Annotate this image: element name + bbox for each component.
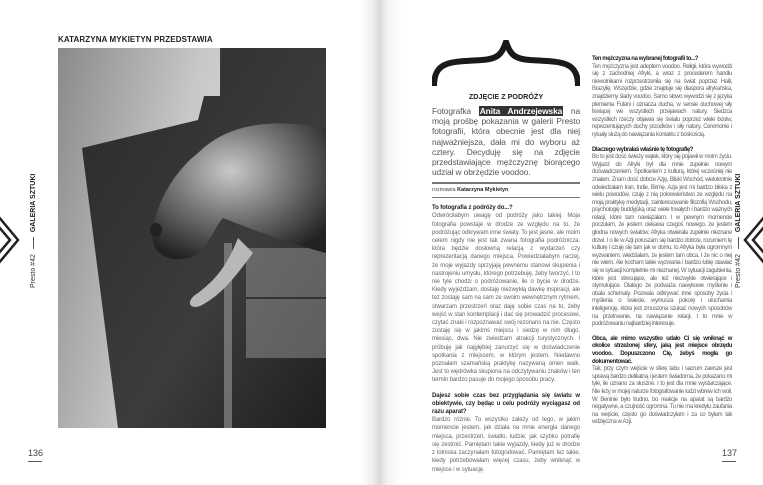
double-triangle-icon <box>743 214 763 266</box>
divider <box>738 237 739 249</box>
interview-question: Ten mężczyzna na wybranej fotografii to...? <box>592 56 699 62</box>
lead-text: Fotografka <box>432 106 479 116</box>
divider <box>432 182 580 183</box>
divider <box>432 197 580 198</box>
text-column-1 <box>432 204 580 474</box>
article-heading: ZDJĘCIE Z PODRÓŻY <box>468 92 544 101</box>
interview-question: Obca, ale mimo wszystko udało Ci się wniknąć w okolice strzeżonej sfery, jaką jest miejsce obrzędu voodoo. Dopuszczono Cię, żebyś mogła go dokumentować. <box>592 335 732 365</box>
spread-title: KATARZYNA MYKIETYN PRZEDSTAWIA <box>58 35 213 44</box>
page-number <box>722 448 737 462</box>
byline-author: Katarzyna Mykietyn <box>457 186 509 193</box>
interview-question: To fotografia z podróży do...? <box>432 205 513 212</box>
interview-question: Dlaczego wybrałaś właśnie tę fotografię? <box>592 146 694 153</box>
section-name: GALERIA SZTUKI <box>30 173 37 233</box>
magazine-issue: Presto #42 <box>735 254 742 288</box>
lead-paragraph <box>432 106 580 177</box>
section-name: GALERIA SZTUKI <box>735 173 742 233</box>
page-number-text: 136 <box>28 448 44 458</box>
double-triangle-icon <box>0 214 20 266</box>
interview-answer: Bardzo różnie. To wszystko zależy od tego, w jakim momencie jestem, jak działa na mnie energia danego miejsca, przestrzeń, światło, ludzie; jak szybko potrafię się zestroić. Pamiętam takie wyjazdy, kiedy już w drodze z lotniska zaczynałam fotografować. Pamiętam też takie, kiedy potrzebowałam więcej czasu, żeby wniknąć w miejsce i w sytuację. <box>432 417 580 473</box>
interview-answer: Ten mężczyzna jest adeptem voodoo. Religii, która wywodzi się z zachodniej Afryki, a wraz z procederem handlu niewolnikami rozprzestrzeniła się na świat poprzez Haiti, Brazylię. Wszędzie, gdzie znajduje się diaspora afrykańska, znajdziemy ślady voodoo. Samo słowo wywodzi się z języka plemienia Fulani i oznacza ducha, w sensie duchowej siły tkwiącej we wszystkich przejawach natury. Siedzca wszystkich rzeczy objawia się światu poprzez wiele bóstw, reprezentujących duchy przodków i siły natury. Ceremonie i rytuały służą do nawiązania kontaktu z boskością. <box>592 63 732 138</box>
byline <box>432 187 580 194</box>
article-intro-and-column-1 <box>432 40 580 481</box>
page-number-text: 137 <box>722 448 738 458</box>
interview-answer: Odwróciłabym uwagę od podróży jako takiej. Moja fotografia powstaje w drodze ze względu na to, że podróżując odkrywam inne światy. To jest jasne, ale moim celem nigdy nie jest tak zwana fotografia podróżnicza, która będzie dosłowną relacją z wydarzeń czy reprezentacją danego miejsca. Powiedziałabym raczej, że moje wyjazdy sprzyjają pewnemu stanowi skupienia i nastrojeniu umysłu, którego potrzebuję, żeby tworzyć. I to nie tyle chodzi o podróżowanie, ile o bycie w drodze. Kiedy wyjeżdżam, dostaję niezwykłą dawkę inspiracji, ale też zostaję sam na sam ze swoim wewnętrznym rytmem, stwarzam przestrzeń oraz daję sobie czas na to, żeby wejść w stan kontemplacji i dać się prowadzić procesowi, czytać znaki i rozpoznawać swój rezonans na nie. Często zostaję się w jakimś miejscu i siedzę w nim długo, miesiąc, dwa. Nie zwiedzam atrakcji turystycznych. I próbuję jak najgłębiej zanurzyć się w doświadczenie spotkania z miejscem, w którym jestem. Niedawno poznałam szamańską praktykę nazywaną omen walk. Jest to wędrówka skupiona na odczytywaniu znaków i ten termin bardzo pasuje do mojego sposobu pracy. <box>432 213 580 384</box>
curly-brace-icon <box>432 40 580 88</box>
page-number-underline <box>722 461 736 462</box>
magazine-issue: Presto #42 <box>30 254 37 288</box>
side-label <box>30 174 37 288</box>
left-page <box>0 0 380 485</box>
interview-answer: Tak, przy czym wejście w sferę tabu i sacrum zawsze jest sprawą bardzo delikatną i jestem świadoma, że pokazano mi tyle, ile uznano za słuszne. I to jest dla mnie wystarczające. Nie leży w mojej naturze fotografowanie ludzi wbrew ich woli. W Beninie było trudno, bo reakcje na aparat są bardzo negatywne, a czujność ogromna. Tu nie ma kredytu zaufania na wejście, często go doświadczyłam i za co byłam tak wdzięczna w Azji. <box>592 366 732 426</box>
featured-photo <box>58 48 326 428</box>
page-number <box>28 448 43 462</box>
byline-prefix: rozmawia <box>432 186 458 193</box>
lead-text: na moją prośbę pokazania w galerii Presto fotografii, która obecnie jest dla niej najważniejsza, dała mi do wyboru aż cztery. Decyduję się na zdjęcie przedstawiające mężczyznę biorącego udział w obrzędzie voodoo. <box>432 106 581 178</box>
text-column-2 <box>592 56 732 434</box>
photographer-name: Anita Andrzejewska <box>479 106 563 116</box>
interview-answer: Bo to jest dość świeży wątek, który się pojawił w moim życiu. Wyjazd do Afryki był dla mnie zupełnie nowym doświadczeniem. Spotkaniem z kulturą, której wcześniej nie znałam. Znam dość dobrze Azję, Bliski Wschód, wielokrotnie odwiedzałam Iran, Indie, Birmę. Azja jest mi bardzo bliska z wielu powodów, czuję z nią pokrewieństwo ze względu na moją praktykę medytacji, zainteresowanie filozofią Wschodu, psychologię buddyjską oraz wiele trwałych i bardzo ważnych relacji, które tam nawiązałam. I w pewnym momencie poczułam, że jestem ciekawa czegoś nowego, że jestem głodna nowych światów. Afryka otwierała zupełnie nieznane drzwi. I o ile w Azji poruszam się bardzo dobrze, rozumiem tę kulturę i czuję się tam jak w domu, to Afryka była ogromnym wyzwaniem, wiedziałam, że jestem tam obca. I że nic o niej nie wiem. Ale kocham takie wyzwania i bardzo lubię stawiać się w sytuacji kompletnie mi nieznanej. W sytuacji zagubienia, które jest stresujące, ale też niezwykle otwierające i stymulujące. Dlatego że podważa nawykowe myślenie i obala schematy. Pozwala odkrywać inne sposoby życia i myślenia o świecie, wymusza pokorę i uruchamia inteligencję, która jest zmuszona szukać nowych sposobów na przetrwanie, na nawiązanie relacji. I to mnie w podróżowaniu najbardziej interesuje. <box>592 154 732 328</box>
page-number-underline <box>28 461 42 462</box>
interview-question: Dajesz sobie czas bez przyglądania się światu w obiektywie, czy będąc u celu podróży wyciągasz od razu aparat? <box>432 392 580 416</box>
side-label <box>735 174 742 288</box>
voodoo-man-photo <box>58 48 326 428</box>
divider <box>33 237 34 249</box>
